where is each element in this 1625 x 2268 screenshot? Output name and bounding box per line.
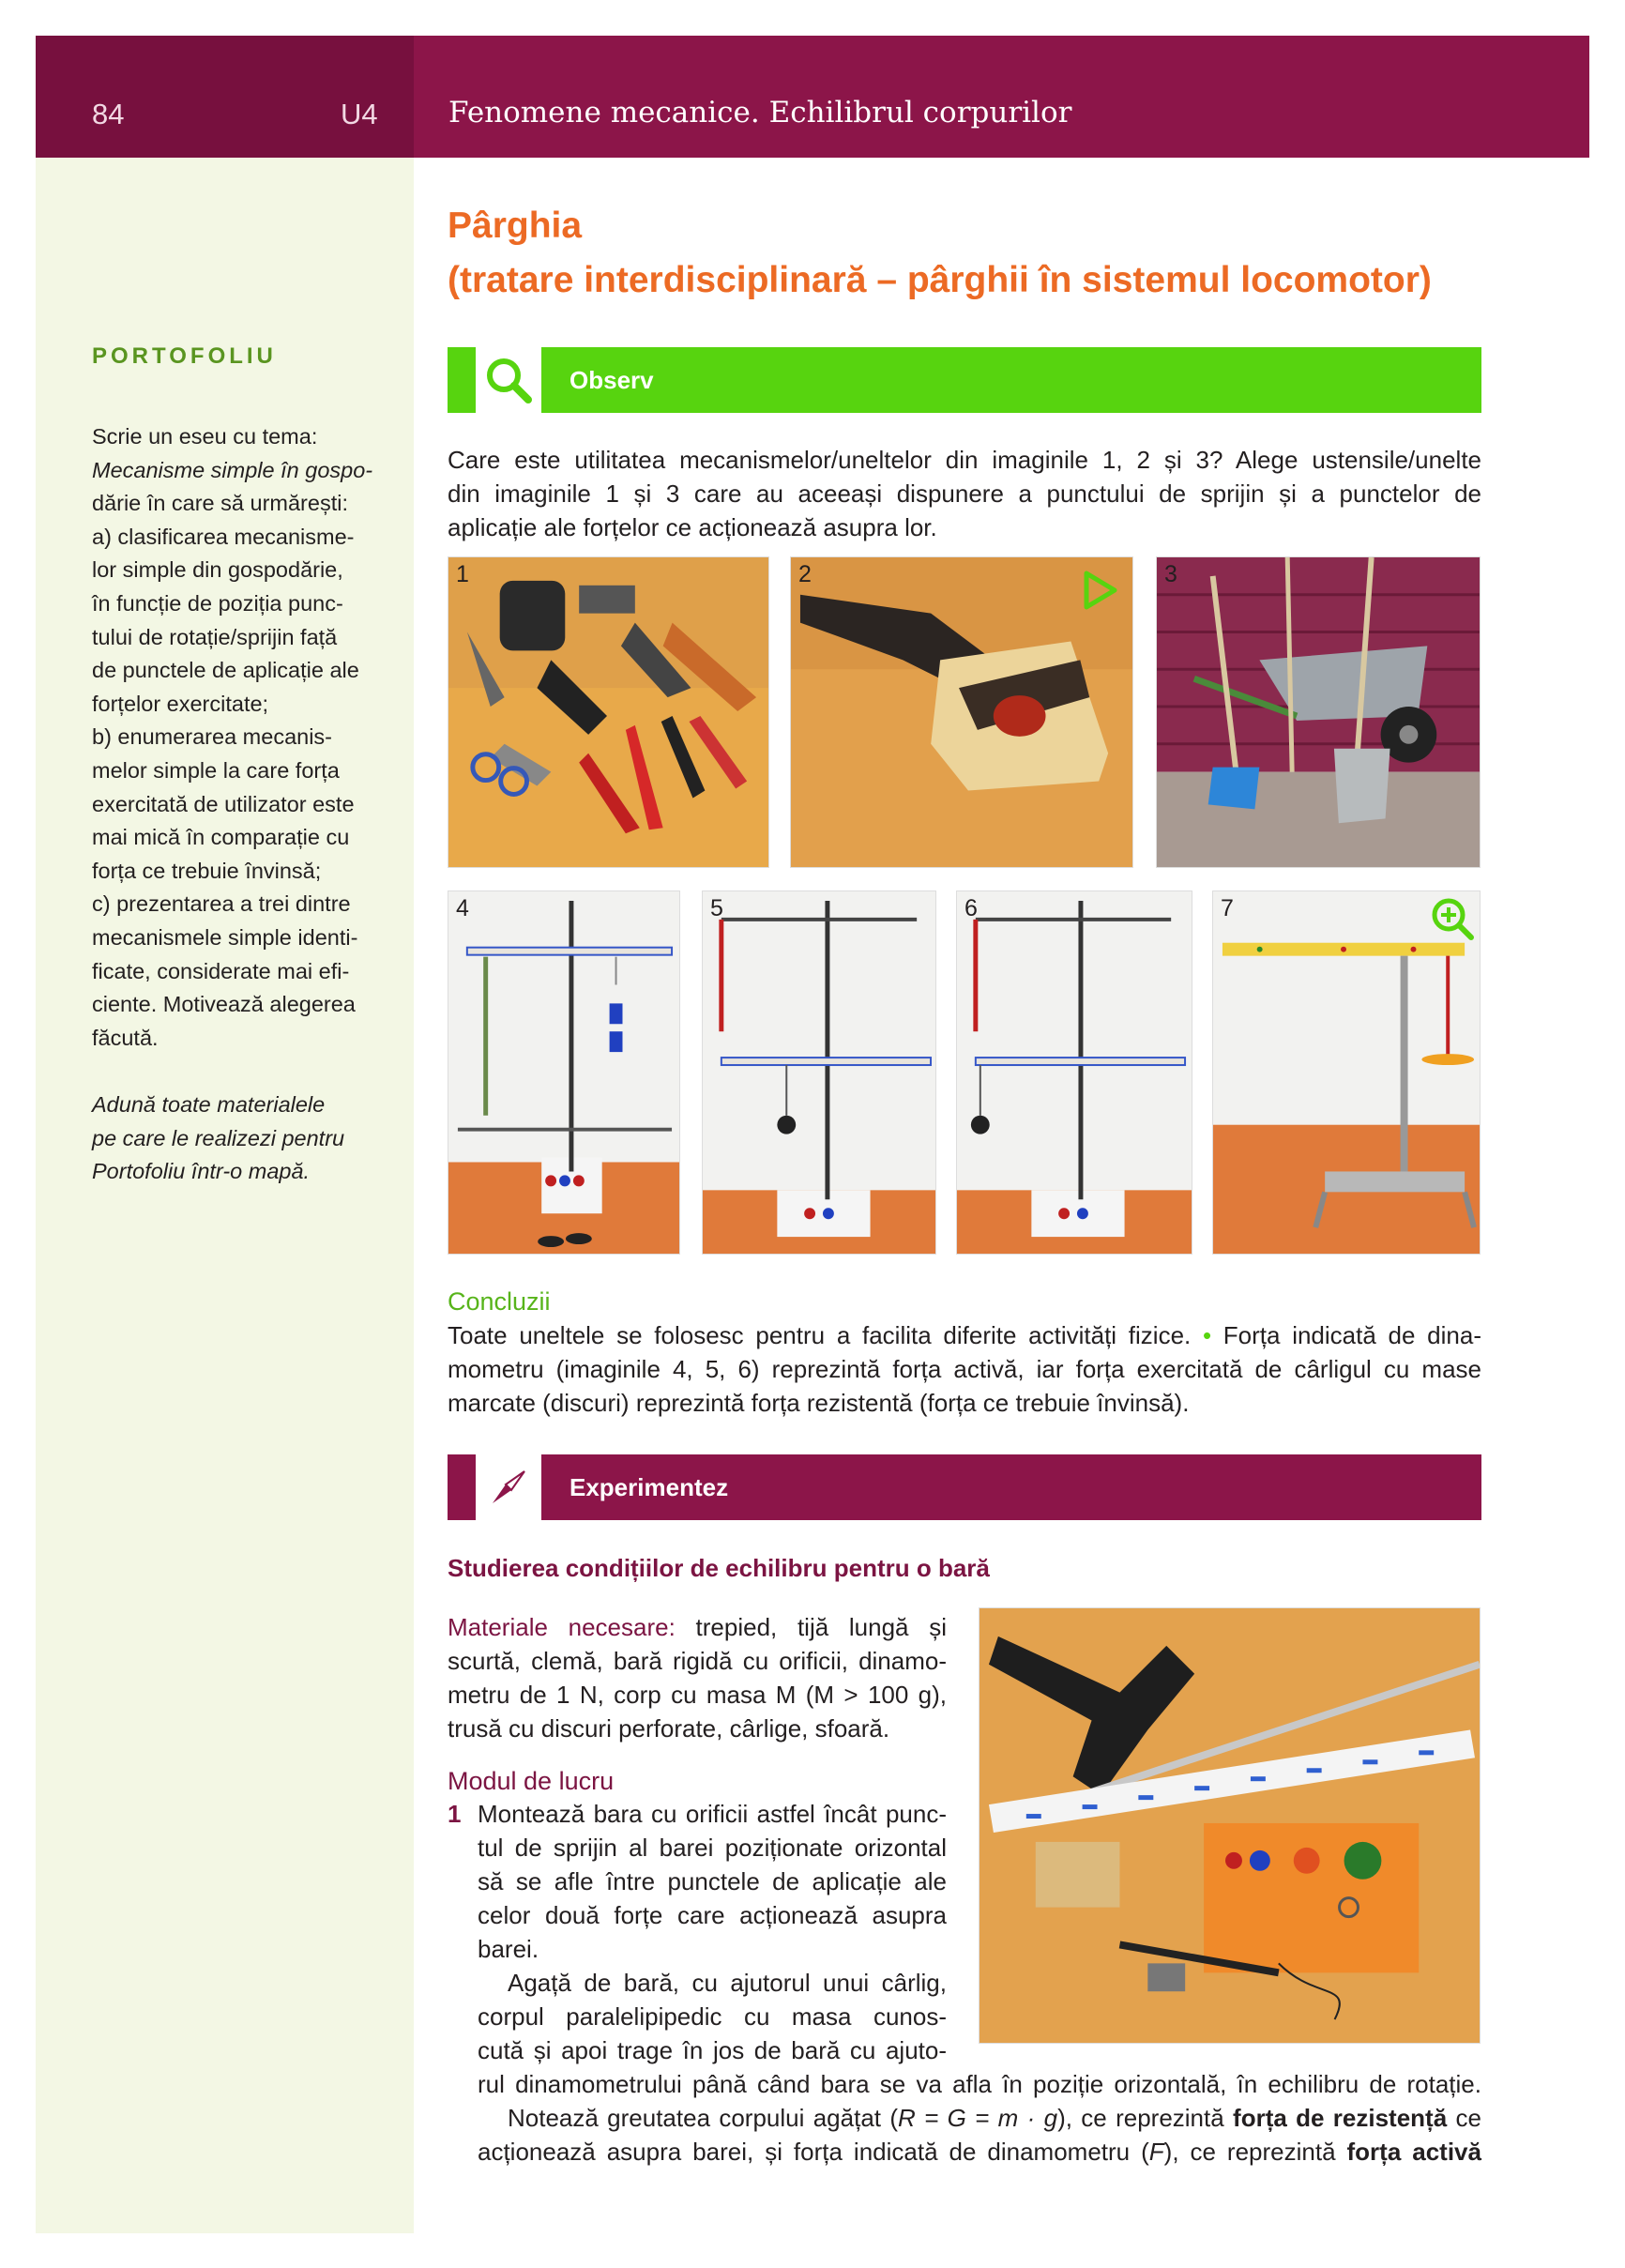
portfolio-line: forțelor exercitate; xyxy=(92,691,269,716)
experimentez-banner xyxy=(448,1454,1481,1520)
lesson-title-line2: (tratare interdisciplinară – pârghii în sistemul locomotor) xyxy=(448,260,1432,300)
image-2-nutcracker xyxy=(790,556,1133,868)
compass-icon xyxy=(476,1454,541,1520)
experimentez-label: Experimentez xyxy=(570,1473,729,1501)
portfolio-line: ficate, considerate mai efi- xyxy=(92,958,350,983)
observ-text xyxy=(448,443,1481,544)
image-7-lever-scale xyxy=(1212,890,1481,1255)
step-continuation xyxy=(478,2067,1481,2169)
experimentez-stripe xyxy=(448,1454,476,1520)
step-line: Agață de bară, cu ajutorul unui cârlig, xyxy=(508,1969,947,1997)
observ-label: Observ xyxy=(570,366,654,394)
materials-part: trepied, tijă lungă și xyxy=(695,1613,947,1641)
image-6-lever-setup xyxy=(956,890,1192,1255)
step-line: să se afle între punctele de aplicație ale xyxy=(478,1867,947,1895)
zoom-in-icon[interactable] xyxy=(1429,895,1476,942)
portfolio-title: PORTOFOLIU xyxy=(92,343,277,369)
materials-line: trusă cu discuri perforate, cârlige, sfoară. xyxy=(448,1714,890,1743)
lesson-title-line1: Pârghia xyxy=(448,205,583,246)
magnifier-icon xyxy=(476,347,541,413)
observ-line: aplicație ale forțelor ce acționează asupra lor. xyxy=(448,513,937,541)
note-part: Notează greutatea corpului agățat ( xyxy=(508,2104,898,2132)
unit-label: U4 xyxy=(341,98,378,130)
last-symbol: F xyxy=(1148,2138,1164,2166)
portfolio-note-line: Adună toate materialele xyxy=(92,1092,326,1117)
step-text xyxy=(478,1797,947,2067)
observ-stripe xyxy=(448,347,476,413)
last-bold: forța activă xyxy=(1346,2138,1481,2166)
image-5-lever-setup xyxy=(702,890,936,1255)
header-left-block xyxy=(36,36,414,158)
portfolio-line: a) clasificarea mecanisme- xyxy=(92,524,355,549)
portfolio-line: ciente. Motivează alegerea xyxy=(92,992,356,1017)
portfolio-line: c) prezentarea a trei dintre xyxy=(92,891,351,917)
image-experiment-materials xyxy=(979,1607,1481,2044)
note-bold: forța de rezistență xyxy=(1233,2104,1448,2132)
note-line xyxy=(478,2101,1481,2135)
play-icon[interactable] xyxy=(1082,569,1119,612)
step-number: 1 xyxy=(448,1800,462,1828)
portfolio-line: tului de rotație/sprijin față xyxy=(92,624,338,649)
portfolio-line: dărie în care să urmărești: xyxy=(92,491,348,516)
note-formula: R = G = m · g xyxy=(898,2104,1058,2132)
portfolio-line: lor simple din gospodărie, xyxy=(92,557,343,583)
image-label: 5 xyxy=(710,895,723,921)
portfolio-line: mai mică în comparație cu xyxy=(92,825,350,850)
materials-line: metru de 1 N, corp cu masa M (M > 100 g), xyxy=(448,1681,947,1709)
step-line: corpul paralelipipedic cu masa cunos- xyxy=(478,2002,947,2031)
portfolio-note-line: pe care le realizezi pentru xyxy=(92,1125,345,1150)
step-line: rul dinamometrului până când bara se va afla în poziție orizontală, în echilibru de rotație. xyxy=(478,2070,1481,2098)
concluzii-line-3: marcate (discuri) reprezintă forța rezistentă (forța ce trebuie învinsă). xyxy=(448,1389,1190,1417)
step-line: celor două forțe care acționează asupra xyxy=(478,1901,947,1929)
portfolio-text xyxy=(92,420,383,1055)
step-line: cută și apoi trage în jos de bară cu ajuto- xyxy=(478,2036,947,2064)
note-part: ce xyxy=(1455,2104,1481,2132)
concluzii-heading: Concluzii xyxy=(448,1287,551,1316)
materials-label: Materiale necesare: xyxy=(448,1613,676,1641)
observ-line: Care este utilitatea mecanismelor/uneltelor din imaginile 1, 2 și 3? Alege ustensile/unelte xyxy=(448,446,1481,474)
page-number: 84 xyxy=(92,98,125,130)
method-heading: Modul de lucru xyxy=(448,1767,615,1795)
portfolio-line: melor simple la care forța xyxy=(92,757,340,783)
portfolio-line: b) enumerarea mecanis- xyxy=(92,724,332,750)
materials-line xyxy=(448,1610,947,1644)
portfolio-line: făcută. xyxy=(92,1025,159,1050)
last-part: acționează asupra barei, și forța indicată de dinamometru ( xyxy=(478,2138,1149,2166)
observ-bar xyxy=(541,347,1481,413)
concluzii-line-1 xyxy=(448,1318,1481,1352)
last-line xyxy=(478,2135,1481,2169)
step-line: Montează bara cu orificii astfel încât punc- xyxy=(478,1800,947,1828)
observ-line: din imaginile 1 și 3 care au aceeași dispunere a punctului de sprijin și a punctelor de xyxy=(448,479,1481,508)
lesson-title xyxy=(448,199,1432,308)
portfolio-line: în funcție de poziția punc- xyxy=(92,590,343,616)
concluzii-part: Toate uneltele se folosesc pentru a facilita diferite activități fizice. xyxy=(448,1321,1192,1349)
materials-line: scurtă, clemă, bară rigidă cu orificii, dinamo- xyxy=(448,1647,947,1675)
image-label: 6 xyxy=(964,895,978,921)
image-4-lever-setup xyxy=(448,890,680,1255)
chapter-title: Fenomene mecanice. Echilibrul corpurilor xyxy=(448,96,1072,129)
last-part: ), ce reprezintă xyxy=(1163,2138,1336,2166)
image-label: 7 xyxy=(1221,895,1234,921)
portfolio-line: de punctele de aplicație ale xyxy=(92,658,359,683)
experiment-subheading: Studierea condițiilor de echilibru pentru o bară xyxy=(448,1554,990,1582)
note-part: ), ce reprezintă xyxy=(1057,2104,1224,2132)
portfolio-line: forța ce trebuie învinsă; xyxy=(92,858,322,883)
materials-text xyxy=(448,1610,947,1745)
page-header xyxy=(36,36,1589,158)
step-line: barei. xyxy=(478,1935,539,1963)
image-label: 4 xyxy=(456,895,469,921)
portfolio-line: exercitată de utilizator este xyxy=(92,791,355,816)
concluzii-part: Forța indicată de dina- xyxy=(1223,1321,1481,1349)
concluzii-text xyxy=(448,1318,1481,1420)
portfolio-line: mecanismele simple identi- xyxy=(92,924,358,950)
portfolio-note-line: Portofoliu într-o mapă. xyxy=(92,1159,311,1184)
portfolio-line: Scrie un eseu cu tema: xyxy=(92,424,318,449)
image-3-garden-tools xyxy=(1156,556,1481,868)
image-label: 1 xyxy=(456,561,469,587)
image-label: 2 xyxy=(798,561,812,587)
image-1-tools xyxy=(448,556,769,868)
observ-banner xyxy=(448,347,1481,413)
portfolio-note xyxy=(92,1088,383,1189)
concluzii-line-2: mometru (imaginile 4, 5, 6) reprezintă forța activă, iar forța exercitată de cârligul cu mase xyxy=(448,1355,1481,1383)
bullet-icon: • xyxy=(1202,1321,1212,1349)
step-line: tul de sprijin al barei poziționate orizontal xyxy=(478,1834,947,1862)
portfolio-line: Mecanisme simple în gospo- xyxy=(92,457,373,482)
image-label: 3 xyxy=(1164,561,1177,587)
